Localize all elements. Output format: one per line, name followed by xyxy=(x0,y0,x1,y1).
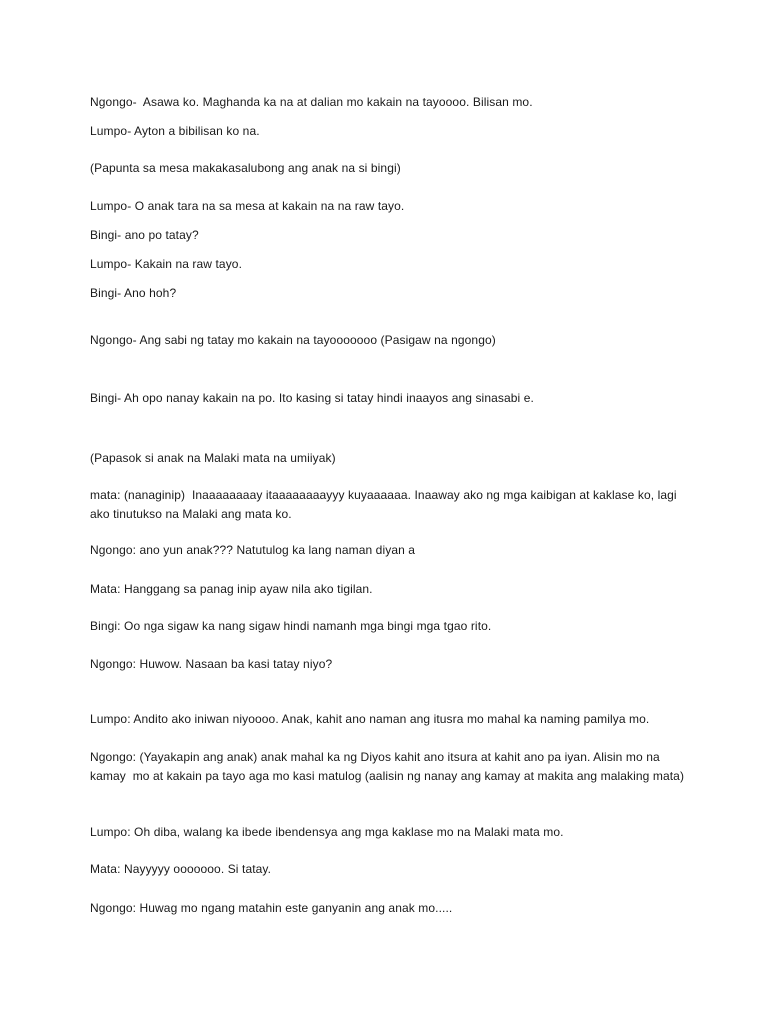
script-line: Ngongo- Ang sabi ng tatay mo kakain na tayooooooo (Pasigaw na ngongo) xyxy=(90,333,496,347)
stage-direction: (Papunta sa mesa makakasalubong ang anak na si bingi) xyxy=(90,161,401,175)
script-line: Mata: Nayyyyy ooooooo. Si tatay. xyxy=(90,862,272,876)
script-line: Bingi- ano po tatay? xyxy=(90,228,199,242)
script-line: Bingi: Oo nga sigaw ka nang sigaw hindi namanh mga bingi mga tgao rito. xyxy=(90,619,492,633)
script-line: Mata: Hanggang sa panag inip ayaw nila ako tigilan. xyxy=(90,582,373,596)
script-line: Lumpo- O anak tara na sa mesa at kakain na na raw tayo. xyxy=(90,199,405,213)
script-line: Lumpo: Andito ako iniwan niyoooo. Anak, kahit ano naman ang itusra mo mahal ka naming pamilya mo. xyxy=(90,712,650,726)
script-line: Ngongo: Huwow. Nasaan ba kasi tatay niyo? xyxy=(90,657,333,671)
script-line: Lumpo- Ayton a bibilisan ko na. xyxy=(90,124,260,138)
script-line: Bingi- Ano hoh? xyxy=(90,286,177,300)
script-line: Lumpo: Oh diba, walang ka ibede ibendensya ang mga kaklase mo na Malaki mata mo. xyxy=(90,825,564,839)
script-line: Lumpo- Kakain na raw tayo. xyxy=(90,257,243,271)
script-line: Ngongo: Huwag mo ngang matahin este ganyanin ang anak mo..... xyxy=(90,901,453,915)
script-line: Ngongo: ano yun anak??? Natutulog ka lang naman diyan a xyxy=(90,543,416,557)
script-line: Ngongo- Asawa ko. Maghanda ka na at dalian mo kakain na tayoooo. Bilisan mo. xyxy=(90,95,533,109)
script-line: mata: (nanaginip) Inaaaaaaaay itaaaaaaaayyy kuyaaaaaa. Inaaway ako ng mga kaibigan at kaklase ko, lagi ako tinutukso na Malaki ang mata ko. xyxy=(90,488,681,521)
stage-direction: (Papasok si anak na Malaki mata na umiiyak) xyxy=(90,451,336,465)
script-line: Bingi- Ah opo nanay kakain na po. Ito kasing si tatay hindi inaayos ang sinasabi e. xyxy=(90,391,534,405)
script-line: Ngongo: (Yayakapin ang anak) anak mahal ka ng Diyos kahit ano itsura at kahit ano pa iyan. Alisin mo na kamay mo at kakain pa tayo aga mo kasi matulog (aalisin ng nanay ang kamay at makita ang malaking mata) xyxy=(90,750,685,783)
